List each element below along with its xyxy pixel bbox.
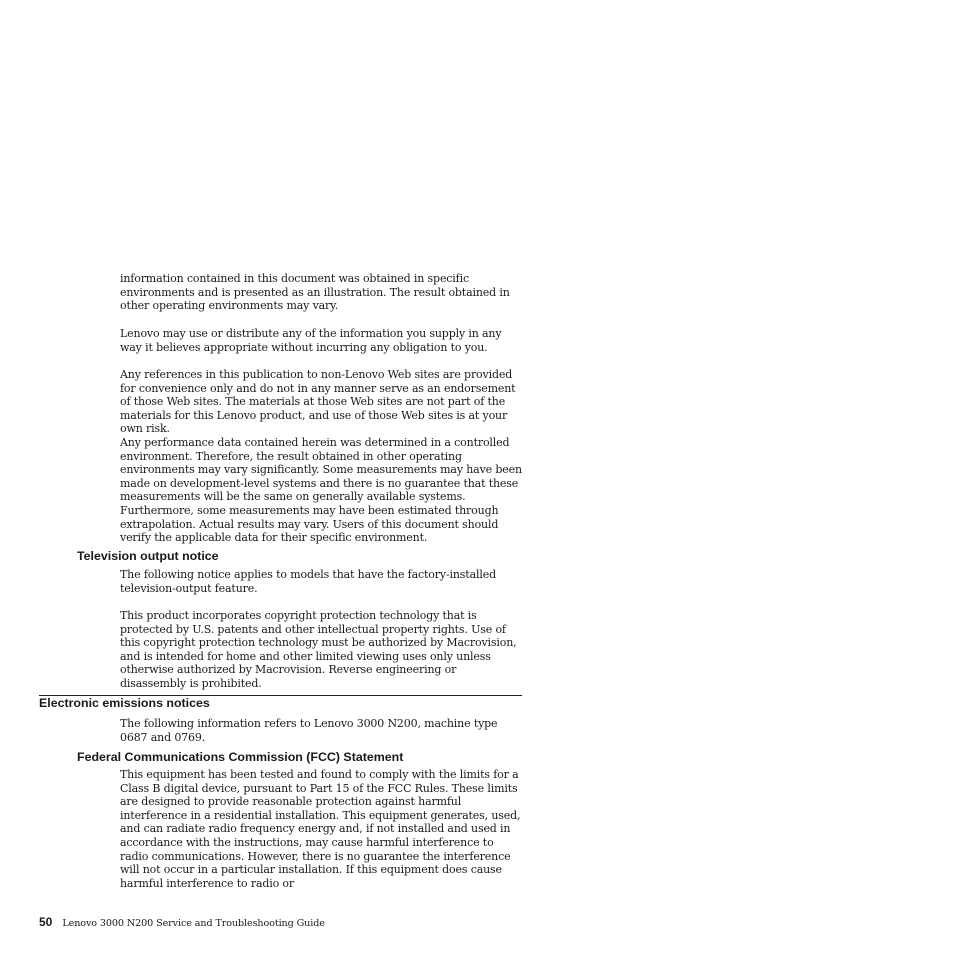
page-number: 50 xyxy=(39,915,53,929)
page-footer xyxy=(39,913,325,931)
heading-electronic-emissions: Electronic emissions notices xyxy=(39,696,210,710)
paragraph-performance-data: Any performance data contained herein was determined in a controlled environment. Therefore, the result obtained in other operating environments may vary significantly. Some measurements may have been made on development-level systems and there is no guarantee that these measurements will be the same on generally available systems. Furthermore, some measurements may have been estimated through extrapolation. Actual results may vary. Users of this document should verify the applicable data for their specific environment. xyxy=(120,436,522,545)
paragraph-web-sites: Any references in this publication to non-Lenovo Web sites are provided for convenience only and do not in any manner serve as an endorsement of those Web sites. The materials at those Web sites are not part of the materials for this Lenovo product, and use of those Web sites is at your own risk. xyxy=(120,368,516,436)
paragraph-tv-notice: The following notice applies to models that have the factory-installed television-output feature. xyxy=(120,568,496,595)
paragraph-macrovision: This product incorporates copyright protection technology that is protected by U.S. patents and other intellectual property rights. Use of this copyright protection technology must be authorized by Macrovision, and is intended for home and other limited viewing uses only unless otherwise authorized by Macrovision. Reverse engineering or disassembly is prohibited. xyxy=(120,609,517,690)
heading-fcc-statement: Federal Communications Commission (FCC) Statement xyxy=(77,750,404,764)
paragraph-information-use: Lenovo may use or distribute any of the information you supply in any way it believes appropriate without incurring any obligation to you. xyxy=(120,327,502,354)
paragraph-machine-type: The following information refers to Lenovo 3000 N200, machine type 0687 and 0769. xyxy=(120,717,498,744)
heading-television-output: Television output notice xyxy=(77,549,219,563)
paragraph-fcc: This equipment has been tested and found to comply with the limits for a Class B digital device, pursuant to Part 15 of the FCC Rules. These limits are designed to provide reasonable protection against harmful interference in a residential installation. This equipment generates, used, and can radiate radio frequency energy and, if not installed and used in accordance with the instructions, may cause harmful interference to radio communications. However, there is no guarantee the interference will not occur in a particular installation. If this equipment does cause harmful interference to radio or xyxy=(120,768,521,890)
paragraph-environments: information contained in this document was obtained in specific environments and is presented as an illustration. The result obtained in other operating environments may vary. xyxy=(120,272,510,313)
footer-doc-title: Lenovo 3000 N200 Service and Troubleshooting Guide xyxy=(62,918,325,929)
